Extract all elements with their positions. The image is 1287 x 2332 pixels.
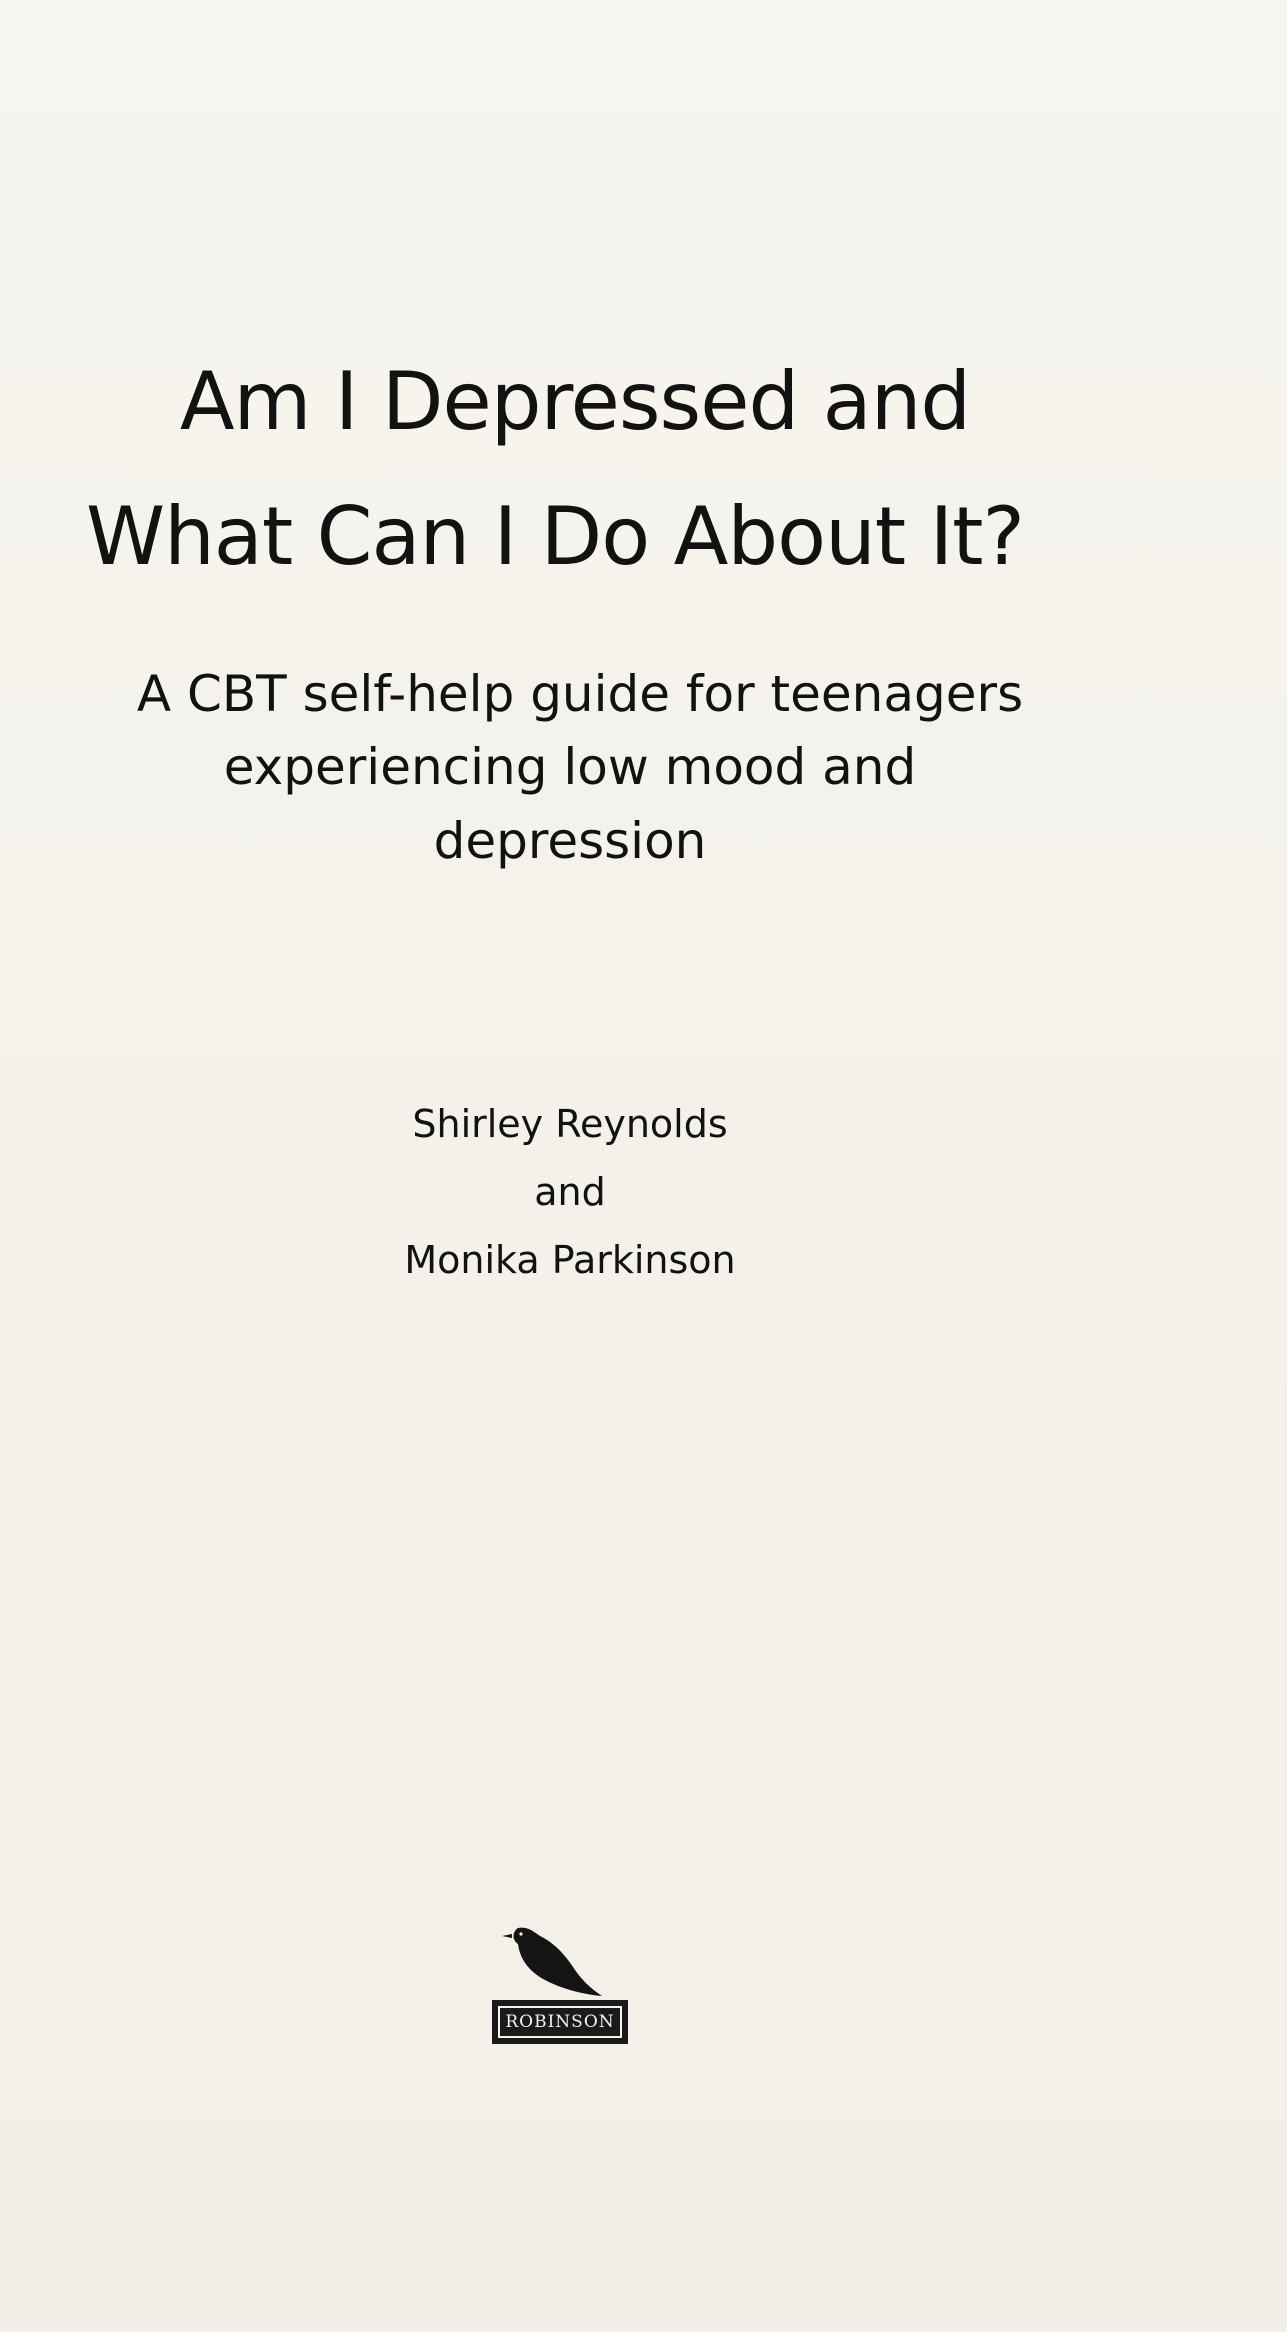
- publisher-logo: [492, 2000, 628, 2044]
- book-subtitle-line-1: A CBT self-help guide for teenagers: [136, 665, 1024, 723]
- book-title-line-2: What Can I Do About It?: [85, 490, 1024, 583]
- author-name-second: Monika Parkinson: [404, 1238, 736, 1282]
- book-subtitle-line-3: depression: [433, 812, 707, 870]
- book-title-line-1: Am I Depressed and: [179, 355, 971, 448]
- author-conjunction: and: [534, 1170, 606, 1214]
- author-name-first: Shirley Reynolds: [412, 1102, 728, 1146]
- publisher-name: ROBINSON: [498, 2006, 622, 2038]
- book-subtitle-line-2: experiencing low mood and: [223, 738, 917, 796]
- show-through-texture: [140, 200, 1140, 238]
